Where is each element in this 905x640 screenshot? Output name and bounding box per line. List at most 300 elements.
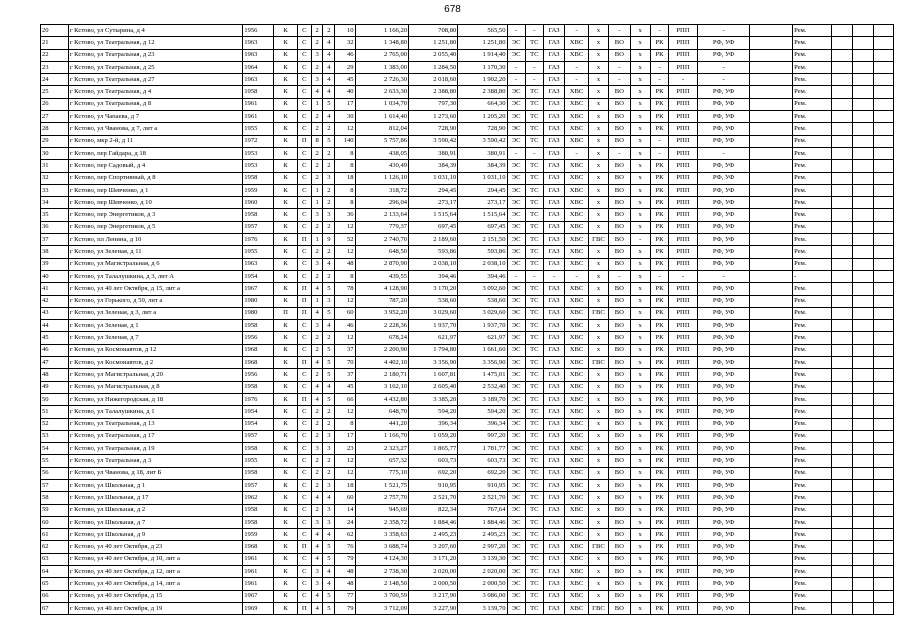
cell-hot-water: х <box>588 37 608 49</box>
cell-living-area: 2 605,40 <box>409 381 458 393</box>
cell-apartments: 78 <box>335 283 355 295</box>
cell-floors: 2 <box>323 332 335 344</box>
cell-insulation: РФ, УФ <box>697 455 749 467</box>
cell-garbage-chute: х <box>630 578 650 590</box>
cell-floors: 3 <box>323 504 335 516</box>
cell-roof-type: РК <box>650 381 668 393</box>
cell-total-area: 2 358,72 <box>355 516 409 528</box>
cell-apartments: 8 <box>335 160 355 172</box>
cell-blank-col-2 <box>853 504 874 516</box>
cell-address: г Кстово, ул Школьная, д 7 <box>68 516 242 528</box>
cell-wall-material: К <box>274 344 298 356</box>
cell-floors: 2 <box>323 160 335 172</box>
cell-heating: - <box>525 270 543 282</box>
cell-entrances: 4 <box>311 381 323 393</box>
cell-floors: 2 <box>323 406 335 418</box>
cell-electricity: ЭС <box>507 467 525 479</box>
cell-wall-material: К <box>274 381 298 393</box>
cell-blank-col-3 <box>874 270 894 282</box>
cell-blank-col-3 <box>874 184 894 196</box>
cell-residential-area: 3 086,00 <box>458 590 507 602</box>
cell-repair-status: Рем. <box>793 541 832 553</box>
cell-floors: 5 <box>323 602 335 614</box>
cell-address: г Кстово, ул 40 лет Октября, д 15, лит а <box>68 283 242 295</box>
cell-cold-water: ХВС <box>565 492 589 504</box>
cell-blank-col-2 <box>853 295 874 307</box>
cell-total-area: 430,49 <box>355 160 409 172</box>
cell-residential-area: 1 884,46 <box>458 516 507 528</box>
cell-cold-water: ХВС <box>565 49 589 61</box>
cell-total-area: 2 133,64 <box>355 209 409 221</box>
cell-row-number: 58 <box>41 492 69 504</box>
table-row <box>41 74 894 86</box>
cell-address: г Кстово, ул Школьная, д 17 <box>68 492 242 504</box>
cell-insulation: РФ, УФ <box>697 221 749 233</box>
cell-floors: 2 <box>323 184 335 196</box>
cell-hot-water: х <box>588 61 608 73</box>
table-row <box>41 307 894 319</box>
cell-hot-water: х <box>588 111 608 123</box>
cell-gas: ГАЗ <box>543 357 564 369</box>
cell-total-area: 2 148,50 <box>355 578 409 590</box>
cell-blank-col-3 <box>874 479 894 491</box>
cell-repair-status: Рем. <box>793 37 832 49</box>
cell-garbage-chute: х <box>630 590 650 602</box>
cell-row-number: 23 <box>41 61 69 73</box>
table-row <box>41 246 894 258</box>
cell-blank-col-1 <box>831 209 852 221</box>
cell-row-number: 53 <box>41 430 69 442</box>
cell-row-number: 60 <box>41 516 69 528</box>
cell-year-built: 1964 <box>243 61 274 73</box>
cell-roof-type: РК <box>650 541 668 553</box>
cell-construction-type: С <box>297 123 311 135</box>
cell-heating: ТС <box>525 369 543 381</box>
cell-row-number: 39 <box>41 258 69 270</box>
cell-garbage-chute: х <box>630 184 650 196</box>
cell-construction-type: С <box>297 172 311 184</box>
cell-cold-water: ХВС <box>565 135 589 147</box>
cell-year-built: 1963 <box>243 258 274 270</box>
cell-hot-water: х <box>588 320 608 332</box>
cell-extra <box>750 74 793 86</box>
cell-gas: ГАЗ <box>543 541 564 553</box>
cell-repair-status: Рем. <box>793 479 832 491</box>
cell-wall-material: К <box>274 529 298 541</box>
cell-wall-material: К <box>274 430 298 442</box>
cell-floors: 5 <box>323 357 335 369</box>
cell-garbage-chute: х <box>630 529 650 541</box>
cell-floors: 4 <box>323 492 335 504</box>
cell-year-built: 1969 <box>243 602 274 614</box>
cell-extra <box>750 111 793 123</box>
cell-total-area: 945,69 <box>355 504 409 516</box>
cell-heating: ТС <box>525 344 543 356</box>
cell-wall-material: К <box>274 86 298 98</box>
cell-drainage: ВО <box>609 381 630 393</box>
cell-residential-area: 380,91 <box>458 147 507 159</box>
cell-drainage: ВО <box>609 123 630 135</box>
cell-extra <box>750 492 793 504</box>
cell-residential-area: 594,20 <box>458 406 507 418</box>
cell-construction-type: П <box>297 283 311 295</box>
cell-repair-status: Рем. <box>793 111 832 123</box>
cell-extra <box>750 504 793 516</box>
cell-electricity: ЭС <box>507 578 525 590</box>
cell-insulation: РФ, УФ <box>697 418 749 430</box>
cell-apartments: 70 <box>335 357 355 369</box>
cell-gas: ГАЗ <box>543 516 564 528</box>
cell-heating: ТС <box>525 320 543 332</box>
cell-electricity: ЭС <box>507 590 525 602</box>
cell-construction-type: С <box>297 443 311 455</box>
cell-blank-col-3 <box>874 135 894 147</box>
cell-roof-type: РК <box>650 492 668 504</box>
cell-facade: РПП <box>669 443 698 455</box>
cell-electricity: ЭС <box>507 504 525 516</box>
cell-year-built: 1959 <box>243 184 274 196</box>
table-row <box>41 320 894 332</box>
cell-drainage: ВО <box>609 258 630 270</box>
cell-hot-water: х <box>588 246 608 258</box>
cell-extra <box>750 123 793 135</box>
cell-address: г Кстово, ул 40 лет Октября, д 15 <box>68 590 242 602</box>
cell-blank-col-3 <box>874 98 894 110</box>
cell-address: г Кстово, ул Магистральная, д 20 <box>68 369 242 381</box>
cell-drainage: ВО <box>609 221 630 233</box>
cell-garbage-chute: х <box>630 209 650 221</box>
cell-insulation: - <box>697 74 749 86</box>
cell-electricity: ЭС <box>507 307 525 319</box>
cell-residential-area: 2 521,70 <box>458 492 507 504</box>
cell-address: г Кстово, пл Ленина, д 10 <box>68 234 242 246</box>
cell-wall-material: К <box>274 160 298 172</box>
cell-year-built: 1955 <box>243 246 274 258</box>
cell-hot-water: х <box>588 160 608 172</box>
cell-electricity: ЭС <box>507 209 525 221</box>
cell-blank-col-1 <box>831 221 852 233</box>
cell-address: г Кстово, ул 40 лет Октября, д 19 <box>68 602 242 614</box>
cell-construction-type: С <box>297 479 311 491</box>
cell-wall-material: К <box>274 492 298 504</box>
cell-hot-water: х <box>588 492 608 504</box>
cell-blank-col-3 <box>874 209 894 221</box>
cell-floors: 4 <box>323 61 335 73</box>
cell-gas: ГАЗ <box>543 393 564 405</box>
cell-electricity: ЭС <box>507 98 525 110</box>
cell-blank-col-3 <box>874 74 894 86</box>
cell-total-area: 1 521,75 <box>355 479 409 491</box>
cell-facade: РПП <box>669 295 698 307</box>
cell-garbage-chute: х <box>630 320 650 332</box>
cell-total-area: 2 726,30 <box>355 74 409 86</box>
cell-gas: ГАЗ <box>543 135 564 147</box>
cell-entrances: 8 <box>311 135 323 147</box>
cell-hot-water: х <box>588 25 608 37</box>
cell-apartments: 76 <box>335 541 355 553</box>
cell-blank-col-1 <box>831 443 852 455</box>
cell-garbage-chute: х <box>630 492 650 504</box>
cell-heating: - <box>525 61 543 73</box>
cell-apartments: 12 <box>335 295 355 307</box>
cell-blank-col-3 <box>874 590 894 602</box>
cell-apartments: 23 <box>335 443 355 455</box>
cell-roof-type: РК <box>650 369 668 381</box>
cell-roof-type: РК <box>650 307 668 319</box>
table-row <box>41 49 894 61</box>
cell-blank-col-3 <box>874 111 894 123</box>
cell-address: г Кстово, ул Сутырина, д 4 <box>68 25 242 37</box>
cell-row-number: 20 <box>41 25 69 37</box>
cell-floors: 2 <box>323 25 335 37</box>
cell-living-area: 2 189,60 <box>409 234 458 246</box>
cell-cold-water: ХВС <box>565 393 589 405</box>
cell-hot-water: х <box>588 295 608 307</box>
cell-blank-col-2 <box>853 258 874 270</box>
cell-floors: 4 <box>323 578 335 590</box>
cell-entrances: 2 <box>311 61 323 73</box>
cell-blank-col-2 <box>853 61 874 73</box>
cell-repair-status: Рем. <box>793 381 832 393</box>
cell-total-area: 1 614,40 <box>355 111 409 123</box>
cell-repair-status: Рем. <box>793 566 832 578</box>
cell-entrances: 4 <box>311 602 323 614</box>
cell-total-area: 3 712,09 <box>355 602 409 614</box>
cell-blank-col-1 <box>831 492 852 504</box>
cell-extra <box>750 246 793 258</box>
cell-heating: ТС <box>525 529 543 541</box>
cell-extra <box>750 578 793 590</box>
cell-entrances: 4 <box>311 553 323 565</box>
cell-electricity: ЭС <box>507 529 525 541</box>
cell-garbage-chute: х <box>630 160 650 172</box>
cell-row-number: 47 <box>41 357 69 369</box>
cell-gas: ГАЗ <box>543 406 564 418</box>
cell-row-number: 61 <box>41 529 69 541</box>
cell-cold-water: ХВС <box>565 529 589 541</box>
cell-row-number: 55 <box>41 455 69 467</box>
cell-blank-col-1 <box>831 86 852 98</box>
cell-blank-col-2 <box>853 135 874 147</box>
cell-hot-water: х <box>588 74 608 86</box>
cell-blank-col-1 <box>831 529 852 541</box>
cell-living-area: 1 794,80 <box>409 344 458 356</box>
cell-total-area: 1 383,00 <box>355 61 409 73</box>
cell-living-area: 3 385,20 <box>409 393 458 405</box>
cell-entrances: 1 <box>311 234 323 246</box>
cell-apartments: 17 <box>335 430 355 442</box>
cell-electricity: ЭС <box>507 418 525 430</box>
cell-living-area: 2 521,70 <box>409 492 458 504</box>
cell-total-area: 441,20 <box>355 418 409 430</box>
cell-blank-col-3 <box>874 369 894 381</box>
cell-residential-area: 692,20 <box>458 467 507 479</box>
cell-blank-col-3 <box>874 344 894 356</box>
cell-electricity: ЭС <box>507 406 525 418</box>
cell-wall-material: К <box>274 467 298 479</box>
cell-roof-type: РК <box>650 602 668 614</box>
cell-insulation: РФ, УФ <box>697 504 749 516</box>
cell-heating: ТС <box>525 541 543 553</box>
cell-total-area: 4 124,30 <box>355 553 409 565</box>
cell-cold-water: ХВС <box>565 406 589 418</box>
cell-facade: РПП <box>669 61 698 73</box>
cell-address: г Кстово, ул Театральная, д 27 <box>68 74 242 86</box>
cell-garbage-chute: х <box>630 74 650 86</box>
cell-apartments: 79 <box>335 553 355 565</box>
cell-facade: - <box>669 74 698 86</box>
cell-apartments: 62 <box>335 529 355 541</box>
cell-hot-water: х <box>588 443 608 455</box>
cell-blank-col-2 <box>853 270 874 282</box>
cell-roof-type: РК <box>650 258 668 270</box>
cell-insulation: РФ, УФ <box>697 492 749 504</box>
cell-apartments: 12 <box>335 406 355 418</box>
table-row <box>41 578 894 590</box>
cell-address: г Кстово, ул Зеленая, д 7 <box>68 332 242 344</box>
cell-extra <box>750 234 793 246</box>
cell-blank-col-3 <box>874 504 894 516</box>
cell-residential-area: 273,17 <box>458 197 507 209</box>
cell-blank-col-3 <box>874 221 894 233</box>
cell-living-area: 1 059,20 <box>409 430 458 442</box>
cell-entrances: 2 <box>311 221 323 233</box>
cell-blank-col-1 <box>831 332 852 344</box>
cell-blank-col-2 <box>853 246 874 258</box>
cell-heating: ТС <box>525 172 543 184</box>
cell-cold-water: ХВС <box>565 418 589 430</box>
cell-cold-water: ХВС <box>565 479 589 491</box>
cell-electricity: ЭС <box>507 357 525 369</box>
cell-blank-col-3 <box>874 418 894 430</box>
page-number: 678 <box>444 4 461 15</box>
cell-insulation: - <box>697 25 749 37</box>
cell-total-area: 1 166,70 <box>355 430 409 442</box>
cell-gas: ГАЗ <box>543 529 564 541</box>
cell-electricity: ЭС <box>507 123 525 135</box>
cell-blank-col-2 <box>853 37 874 49</box>
cell-blank-col-3 <box>874 307 894 319</box>
cell-blank-col-3 <box>874 381 894 393</box>
cell-entrances: 3 <box>311 49 323 61</box>
cell-blank-col-2 <box>853 443 874 455</box>
cell-hot-water: ГВС <box>588 541 608 553</box>
cell-gas: ГАЗ <box>543 467 564 479</box>
cell-entrances: 4 <box>311 307 323 319</box>
cell-gas: ГАЗ <box>543 74 564 86</box>
cell-electricity: ЭС <box>507 602 525 614</box>
cell-construction-type: С <box>297 61 311 73</box>
cell-gas: ГАЗ <box>543 566 564 578</box>
cell-total-area: 2 323,27 <box>355 443 409 455</box>
cell-extra <box>750 357 793 369</box>
cell-insulation: РФ, УФ <box>697 320 749 332</box>
cell-address: г Кстово, ул Космонавтов, д 2 <box>68 357 242 369</box>
cell-gas: ГАЗ <box>543 455 564 467</box>
cell-insulation: РФ, УФ <box>697 529 749 541</box>
cell-garbage-chute: х <box>630 479 650 491</box>
cell-cold-water: ХВС <box>565 332 589 344</box>
cell-blank-col-2 <box>853 369 874 381</box>
cell-repair-status: Рем. <box>793 98 832 110</box>
cell-total-area: 439,55 <box>355 270 409 282</box>
cell-wall-material: К <box>274 221 298 233</box>
cell-facade: РПП <box>669 307 698 319</box>
cell-construction-type: П <box>297 135 311 147</box>
cell-row-number: 65 <box>41 578 69 590</box>
cell-residential-area: 396,34 <box>458 418 507 430</box>
cell-heating: ТС <box>525 332 543 344</box>
cell-cold-water: ХВС <box>565 590 589 602</box>
cell-wall-material: К <box>274 123 298 135</box>
table-row <box>41 123 894 135</box>
cell-residential-area: 2 532,40 <box>458 381 507 393</box>
cell-total-area: 1 034,70 <box>355 98 409 110</box>
cell-floors: 2 <box>323 270 335 282</box>
cell-floors: 5 <box>323 98 335 110</box>
cell-garbage-chute: х <box>630 197 650 209</box>
cell-address: г Кстово, ул Чапаева, д 7 <box>68 111 242 123</box>
cell-blank-col-2 <box>853 430 874 442</box>
cell-floors: 5 <box>323 307 335 319</box>
table-row <box>41 172 894 184</box>
cell-year-built: 1967 <box>243 590 274 602</box>
cell-wall-material: К <box>274 553 298 565</box>
cell-year-built: 1958 <box>243 172 274 184</box>
cell-roof-type: РК <box>650 443 668 455</box>
cell-drainage: ВО <box>609 479 630 491</box>
cell-apartments: 8 <box>335 147 355 159</box>
cell-apartments: 12 <box>335 221 355 233</box>
cell-facade: РПП <box>669 578 698 590</box>
cell-residential-area: 3 139,70 <box>458 602 507 614</box>
cell-gas: ГАЗ <box>543 283 564 295</box>
cell-roof-type: РК <box>650 283 668 295</box>
cell-electricity: ЭС <box>507 221 525 233</box>
cell-floors: 2 <box>323 147 335 159</box>
cell-address: г Кстово, ул Зеленая, д 3, лит а <box>68 307 242 319</box>
cell-wall-material: К <box>274 479 298 491</box>
cell-blank-col-1 <box>831 61 852 73</box>
cell-living-area: 3 356,90 <box>409 357 458 369</box>
cell-hot-water: х <box>588 529 608 541</box>
cell-construction-type: С <box>297 160 311 172</box>
cell-cold-water: ХВС <box>565 37 589 49</box>
cell-garbage-chute: х <box>630 406 650 418</box>
cell-facade: РПП <box>669 479 698 491</box>
cell-row-number: 25 <box>41 86 69 98</box>
cell-row-number: 43 <box>41 307 69 319</box>
cell-blank-col-3 <box>874 455 894 467</box>
cell-living-area: 3 207,60 <box>409 541 458 553</box>
cell-construction-type: С <box>297 74 311 86</box>
cell-garbage-chute: х <box>630 443 650 455</box>
cell-garbage-chute: х <box>630 147 650 159</box>
cell-roof-type: - <box>650 74 668 86</box>
cell-entrances: 2 <box>311 160 323 172</box>
cell-gas: ГАЗ <box>543 295 564 307</box>
cell-extra <box>750 553 793 565</box>
cell-blank-col-2 <box>853 160 874 172</box>
cell-drainage: ВО <box>609 197 630 209</box>
cell-roof-type: РК <box>650 590 668 602</box>
cell-garbage-chute: х <box>630 295 650 307</box>
cell-residential-area: 1 914,40 <box>458 49 507 61</box>
cell-heating: ТС <box>525 393 543 405</box>
cell-total-area: 1 126,10 <box>355 172 409 184</box>
cell-drainage: - <box>609 25 630 37</box>
cell-heating: ТС <box>525 209 543 221</box>
